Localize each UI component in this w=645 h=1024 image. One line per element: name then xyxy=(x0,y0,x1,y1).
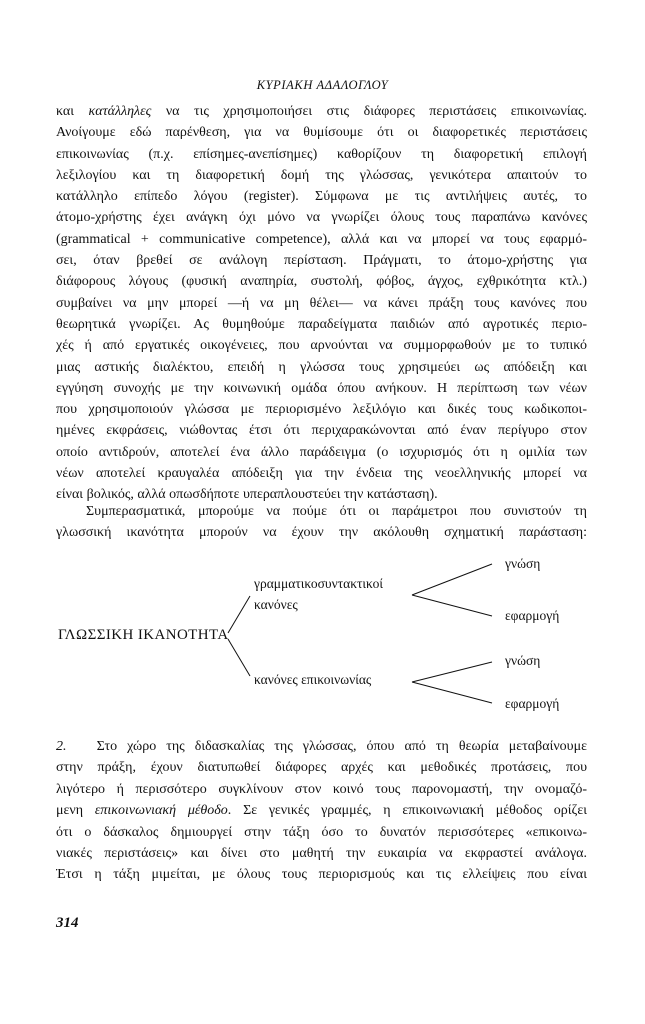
text-line: Συμπερασματικά, μπορούμε να πούμε ότι οι παράμετροι που συνιστούν τη xyxy=(86,504,587,519)
text-line: Έτσι η τάξη μιμείται, με όλους τους περιορισμούς και τις ελλείψεις που είναι xyxy=(56,867,587,883)
text-line: διάφορους λόγους (φυσική αναπηρία, συστολή, φόβος, άγχος, εχθρικότητα κτλ.) xyxy=(56,274,587,290)
text-line: γλωσσική ικανότητα μπορούν να έχουν την ακόλουθη σχηματική παράσταση: xyxy=(56,525,587,541)
diagram-leaf-knowledge-2: γνώση xyxy=(505,653,541,668)
text-line: θεωρητικά γνωρίζει. Ας θυμηθούμε παραδείγματα παιδιών από αγροτικές περιο- xyxy=(56,316,587,332)
emphasis-method: επικοινωνιακή μέθοδο xyxy=(94,803,228,819)
text-line: μενη επικοινωνιακή μέθοδο. Σε γενικές γραμμές, η επικοινωνιακή μέθοδος ορίζει xyxy=(56,803,587,819)
diagram-leaf-application-2: εφαρμογή xyxy=(505,696,560,711)
text-line: λιγότερο ή περισσότερο συγκλίνουν στον κοινό τους παρονομαστή, την ονομαζό- xyxy=(56,781,587,797)
text-line: σει, όταν βρεθεί σε ανάλογη περίσταση. Πράγματι, το άτομο-χρήστης για xyxy=(56,253,587,269)
connector-communication-application xyxy=(412,682,492,703)
text-line: χές ή από εργατικές οικογένειες, που αρνούνται να συμμορφωθούν με το τυπικό xyxy=(56,338,587,354)
diagram-branch-grammar-label: γραμματικοσυντακτικοί xyxy=(254,576,383,591)
text-line: ότι ο δάσκαλος δημιουργεί στην τάξη όσο το δυνατόν περισσότερες «επικοινω- xyxy=(56,824,587,840)
section-number: 2. xyxy=(56,739,67,754)
diagram-leaf-knowledge-1: γνώση xyxy=(505,556,541,571)
text-line: και κατάλληλες να τις χρησιμοποιήσει στις διάφορες περιστάσεις επικοινωνίας. xyxy=(56,104,587,119)
text-line: Ανοίγουμε εδώ παρένθεση, για να θυμίσουμε ότι οι διαφορετικές περιστάσεις xyxy=(56,125,587,141)
connector-root-communication xyxy=(228,639,250,676)
text-line: συμβαίνει να μην μπορεί —ή να μη θέλει— να κάνει πράξη τους κανόνες που xyxy=(56,295,587,311)
text-line: λεξιλογίου και τη διαφορετική δομή της γλώσσας, γενικότερα απαιτούν το xyxy=(56,167,587,183)
paragraph-2 xyxy=(56,501,587,544)
diagram-branch-communication-label: κανόνες επικοινωνίας xyxy=(254,672,372,687)
diagram-branch-grammar-label-2: κανόνες xyxy=(254,597,298,612)
text-line: ημένες εκφράσεις, νιώθοντας έτσι ότι περιχαρακώνονται από έναν περίγυρο στον xyxy=(56,423,587,439)
emphasis-katallilies: κατάλληλες xyxy=(88,104,152,119)
connector-communication-knowledge xyxy=(412,662,492,682)
text-line: νιακές περιστάσεις» και δίνει στο μαθητή την ευκαιρία να εκφραστεί ανάλογα. xyxy=(56,845,587,861)
text-line: στην πράξη, έχουν διατυπωθεί διάφορες αρχές και μεθοδικές προτάσεις, που xyxy=(56,760,587,776)
diagram-leaf-application-1: εφαρμογή xyxy=(505,608,560,623)
text-line: οποίο αντιδρούν, αποτελεί ένα άλλο παράδειγμα (ο ισχυρισμός ότι η ομιλία των xyxy=(56,444,587,460)
text-line: είναι βολικός, αλλά οπωσδήποτε υπεραπλουστεύει την κατάσταση). xyxy=(56,487,438,503)
text-line: εγγύηση συνοχής με την κοινωνική ομάδα όπου ανήκουν. Η περίπτωση των νέων xyxy=(56,380,587,396)
connector-grammar-knowledge xyxy=(412,564,492,595)
text-line: άτομο-χρήστης έχει ανάγκη όχι μόνο να γνωρίζει όλους τους παραπάνω κανόνες xyxy=(56,210,587,226)
connector-root-grammar xyxy=(228,596,250,633)
running-header: ΚΥΡΙΑΚΗ ΑΔΑΛΟΓΛΟΥ xyxy=(256,78,389,92)
text-line: νέων αποτελεί κραυγαλέα απόδειξη για την ένδεια της νεοελληνικής μπορεί να xyxy=(56,466,587,482)
text-line: επικοινωνίας (π.χ. επίσημες-ανεπίσημες) καθορίζουν τη διαφορετική επιλογή xyxy=(56,146,587,162)
text-line: (grammatical + communicative competence), αλλά και να μπορεί να τους εφαρμό- xyxy=(56,231,587,247)
paragraph-1 xyxy=(56,101,587,506)
paragraph-3 xyxy=(56,736,587,886)
text-line: 2. Στο χώρο της διδασκαλίας της γλώσσας, όπου από τη θεωρία μεταβαίνουμε xyxy=(56,739,587,754)
diagram-root-label: ΓΛΩΣΣΙΚΗ ΙΚΑΝΟΤΗΤΑ xyxy=(58,627,229,643)
connector-grammar-application xyxy=(412,595,492,616)
competence-tree-diagram xyxy=(0,552,645,712)
text-line: κατάλληλο επίπεδο λόγου (register). Σύμφωνα με τις αντιλήψεις αυτές, το xyxy=(56,189,587,205)
text-line: μιας αστικής διαλέκτου, επειδή η γλώσσα τους χρησιμεύει ως απόδειξη και xyxy=(56,359,587,375)
page-number: 314 xyxy=(56,915,79,931)
text-line: που χρησιμοποιούν γλώσσα με περιορισμένο λεξιλόγιο και δικές τους κωδικοποι- xyxy=(56,402,587,418)
